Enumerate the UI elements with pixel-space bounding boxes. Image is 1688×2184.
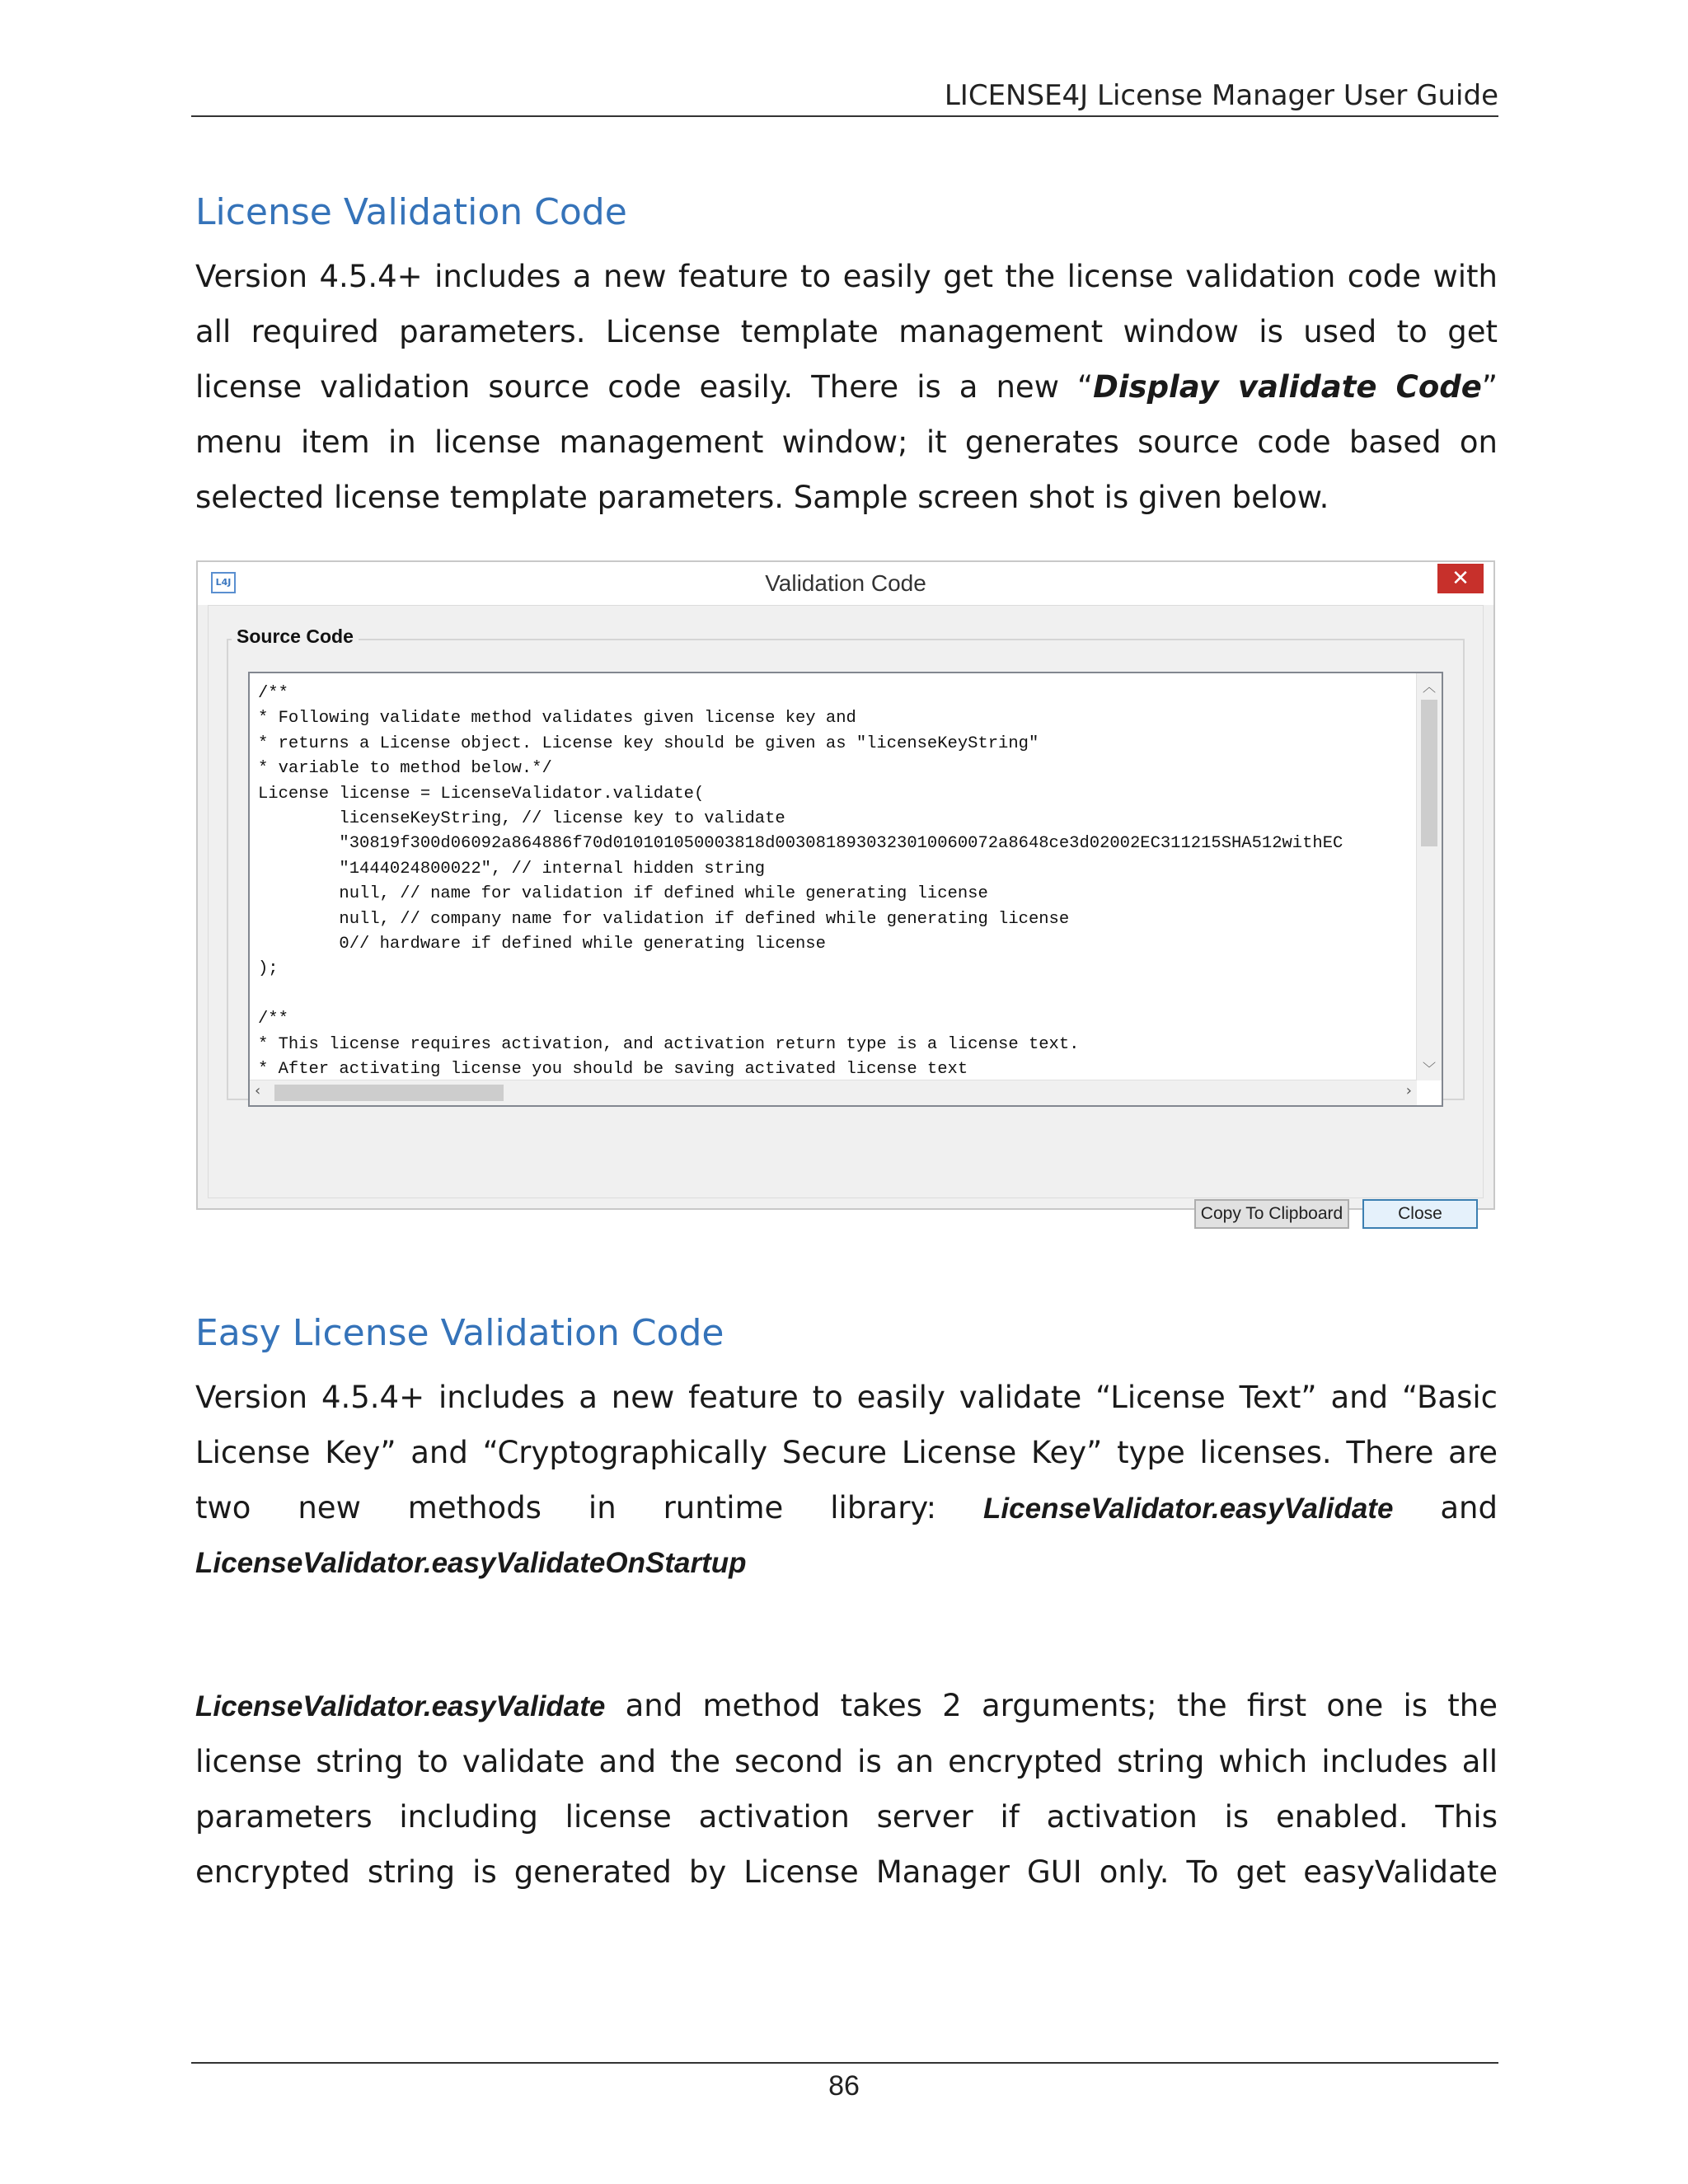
scroll-down-icon[interactable]: ﹀	[1422, 1061, 1436, 1076]
scroll-left-icon[interactable]: ‹	[255, 1082, 261, 1099]
section2-paragraph-2	[195, 1678, 1498, 1900]
dialog-titlebar	[198, 562, 1493, 605]
running-header: LICENSE4J License Manager User Guide	[191, 79, 1498, 117]
dialog-body	[208, 605, 1484, 1223]
source-code-text[interactable]: /** * Following validate method validates given license key and * returns a License object. License key should be given as "licenseKeyString" * variable to method below.*/ License license = LicenseValidator.validate( licenseKeyString, // license key to validate "30819f300d06092a864886f70d010101050003818d0030818930323010060072a8648ce3d02002EC311215SHA512withEC "1444024800022", // internal hidden string null, // name for validation if defined while generating license null, // company name for validation if defined while generating license 0// hardware if defined while generating license ); /** * This license requires activation, and activation return type is a license text. * After activating license you should be saving activated license text	[258, 684, 1343, 1079]
section-heading-license-validation-code: License Validation Code	[195, 191, 627, 233]
copy-to-clipboard-button[interactable]: Copy To Clipboard	[1194, 1199, 1349, 1229]
app-icon: L4J	[211, 572, 236, 593]
footer-rule	[191, 2062, 1498, 2064]
page-number: 86	[828, 2070, 860, 2102]
section2-paragraph-1	[195, 1370, 1498, 1536]
scroll-right-icon[interactable]: ›	[1405, 1082, 1412, 1099]
method-easy-validate-on-startup: LicenseValidator.easyValidateOnStartup	[195, 1547, 747, 1579]
section-heading-easy-license-validation-code: Easy License Validation Code	[195, 1312, 724, 1354]
source-code-textarea[interactable]	[248, 672, 1443, 1107]
section1-text-before: Version 4.5.4+ includes a new feature to easily get the license validation code with all required parameters. License template management window is used to get license validation source code easily. There is a new “	[195, 259, 1498, 405]
vertical-scrollbar[interactable]	[1416, 673, 1442, 1080]
method-easy-validate-ref: LicenseValidator.easyValidate	[195, 1690, 606, 1722]
source-code-label: Source Code	[232, 626, 359, 648]
scroll-up-icon[interactable]: ︿	[1422, 679, 1436, 695]
horizontal-scrollbar[interactable]	[250, 1080, 1417, 1105]
section1-paragraph	[195, 249, 1498, 525]
dialog-title: Validation Code	[765, 570, 926, 596]
method-easy-validate: LicenseValidator.easyValidate	[983, 1493, 1394, 1525]
validation-code-dialog	[196, 560, 1495, 1223]
section2-para1-text: Version 4.5.4+ includes a new feature to easily validate “License Text” and “Basic License Key” and “Cryptographically Secure License Key” type licenses. There are two new methods in runtime library:	[195, 1380, 1498, 1526]
section2-para2-text: and method takes 2 arguments; the first one is the license string to validate and the second is an encrypted string which includes all parameters including license activation server if activation is enabled. This encrypted string is generated by License Manager GUI only. To get easyValidate	[195, 1688, 1498, 1890]
horizontal-scroll-thumb[interactable]	[274, 1085, 504, 1101]
vertical-scroll-thumb[interactable]	[1421, 700, 1437, 846]
section2-method-line	[195, 1535, 1498, 1591]
section2-para1-and: and	[1393, 1490, 1498, 1526]
menu-item-emphasis: Display validate Code	[1093, 369, 1482, 405]
close-icon[interactable]: ✕	[1437, 564, 1484, 593]
close-button[interactable]: Close	[1362, 1199, 1478, 1229]
section1-text-after: ” menu item in license management window; it generates source code based on selected license template parameters. Sample screen shot is given below.	[195, 369, 1498, 515]
